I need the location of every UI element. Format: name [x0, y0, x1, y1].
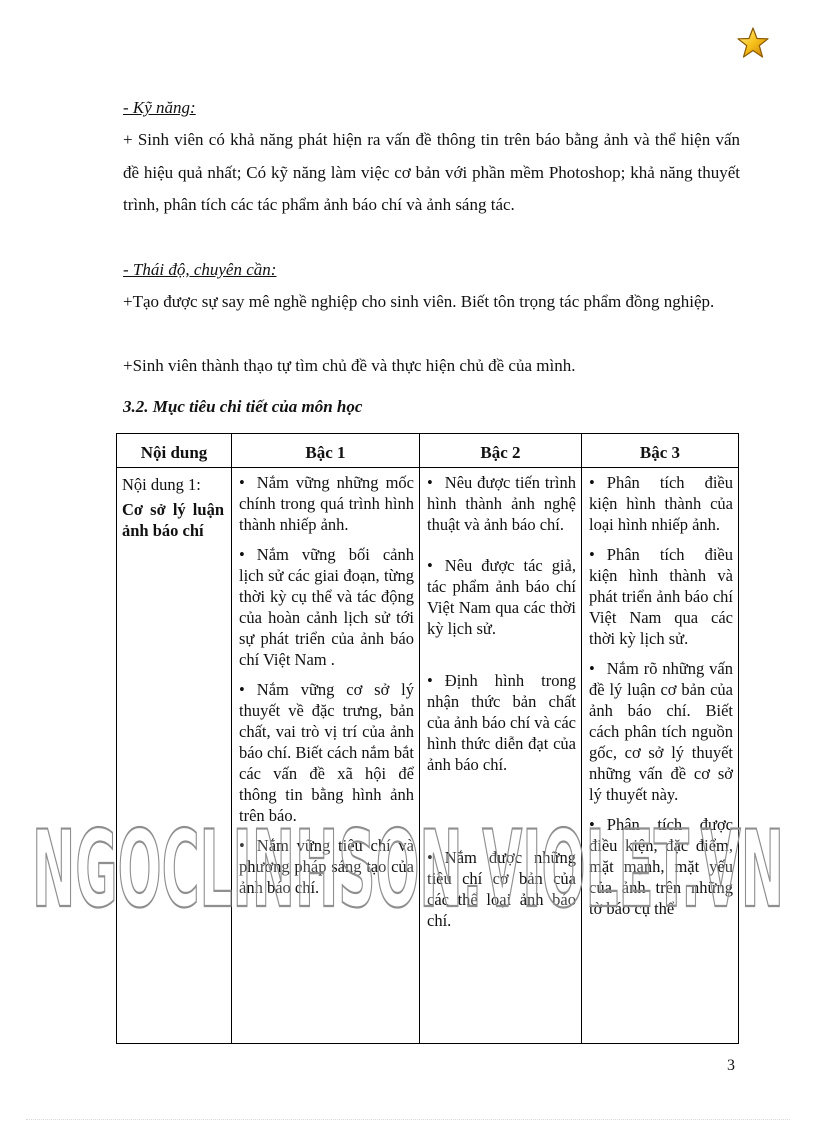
star-icon: [736, 26, 770, 60]
level-1-item: • Nắm vững những mốc chính trong quá trình hình thành nhiếp ảnh.: [237, 472, 414, 535]
attitude-line-1: +Tạo được sự say mê nghề nghiệp cho sinh viên. Biết tôn trọng tác phẩm đồng nghiệp.: [123, 292, 715, 311]
attitude-heading: - Thái độ, chuyên cần:: [123, 260, 277, 279]
level-3-item: • Phân tích điều kiện hình thành và phát triển ảnh báo chí Việt Nam qua các thời kỳ lịch sử.: [587, 544, 733, 649]
section-title: 3.2. Mục tiêu chi tiết của môn học: [123, 397, 363, 416]
level-2-item: • Định hình trong nhận thức bản chất của ảnh báo chí và các hình thức diễn đạt của ảnh báo chí.: [425, 670, 576, 775]
level-1-item: • Nắm vững cơ sở lý thuyết về đặc trưng, bản chất, vai trò vị trí của ảnh báo chí. Biết cách nắm bắt các vấn đề xã hội để thông tin bằng hình ảnh trên báo.: [237, 679, 414, 826]
header-level-3: Bậc 3: [582, 434, 739, 468]
header-content: Nội dung: [117, 434, 232, 468]
content-label: Nội dung 1:: [122, 475, 201, 494]
skills-text: + Sinh viên có khả năng phát hiện ra vấn đề thông tin trên báo bằng ảnh và thể hiện vấn đề hiệu quả nhất; Có kỹ năng làm việc cơ bản với phần mềm Photoshop; khả năng thuyết trình, phân tích các tác phẩm ảnh báo chí và ảnh sáng tác.: [123, 130, 740, 214]
level-1-cell: [232, 468, 420, 1044]
level-2-item: • Nắm được những tiêu chí cơ bản của các thể loại ảnh báo chí.: [425, 847, 576, 931]
level-3-item: • Phân tích điều kiện hình thành của loại hình nhiếp ảnh.: [587, 472, 733, 535]
level-3-item: • Phân tích được điều kiện, đặc điểm, mặt mạnh, mặt yếu của ảnh trên những tờ báo cụ thể: [587, 814, 733, 919]
objectives-table: [116, 433, 739, 1044]
table-row: [117, 468, 739, 1044]
level-2-item: • Nêu được tiến trình hình thành ảnh nghệ thuật và ảnh báo chí.: [425, 472, 576, 535]
level-2-item: • Nêu được tác giả, tác phẩm ảnh báo chí Việt Nam qua các thời kỳ lịch sử.: [425, 555, 576, 639]
header-level-2: Bậc 2: [420, 434, 582, 468]
level-3-item: • Nắm rõ những vấn đề lý luận cơ bản của ảnh báo chí. Biết cách phân tích nguồn gốc, cơ sở lý thuyết những vấn đề cơ sở lý thuyết này.: [587, 658, 733, 805]
table-header-row: [117, 434, 739, 468]
level-2-cell: [420, 468, 582, 1044]
content-cell: [117, 468, 232, 1044]
watermark-text: NGOCLINHSON.VIOLET.VN: [32, 810, 784, 920]
skills-heading: - Kỹ năng:: [123, 98, 196, 117]
level-1-item: • Nắm vững bối cảnh lịch sử các giai đoạn, từng thời kỳ cụ thể và tác động của hoàn cảnh lịch sử tới sự phát triển của ảnh báo chí Việt Nam .: [237, 544, 414, 670]
attitude-line-2: +Sinh viên thành thạo tự tìm chủ đề và thực hiện chủ đề của mình.: [123, 356, 576, 375]
level-3-cell: [582, 468, 739, 1044]
header-level-1: Bậc 1: [232, 434, 420, 468]
content-title: Cơ sở lý luận ảnh báo chí: [122, 500, 224, 540]
level-1-item: • Nắm vững tiêu chí và phương pháp sáng tạo của ảnh báo chí.: [237, 835, 414, 898]
footer-divider: [26, 1119, 790, 1120]
page-number: 3: [727, 1057, 735, 1074]
